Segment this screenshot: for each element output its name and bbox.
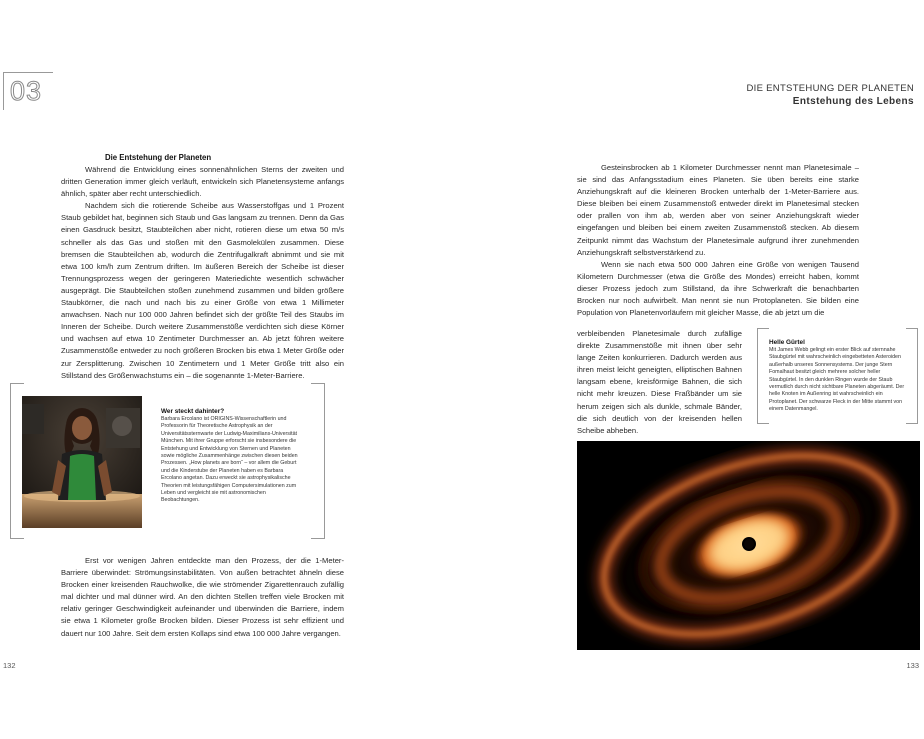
section-heading: Die Entstehung der Planeten [105,153,212,162]
sidebar-who [161,407,303,505]
running-head [746,82,914,108]
caption-body: Mit James Webb gelingt ein erster Blick auf sternnahe Staubgürtel mit wahrscheinlich eingebetteten Asteroiden außerhalb unseres Sonnensystems. Der junge Stern Fomalhaut besitzt gleich mehrere solcher heller Staubgürtel. In den dunklen Ringen wurde der Staub vermutlich durch nicht sichtbare Planeten abgeräumt. Der helle Knoten im Außenring ist wahrscheinlich ein Protoplanet. Der schwarze Fleck in der Mitte stammt von einem Datenmangel. [769,347,905,413]
right-text-column [577,162,859,319]
sidebar-title: Wer steckt dahinter? [161,408,225,415]
intro-paragraph: Während die Entwicklung eines sonnenähnlichen Sterns der zweiten und dritten Generation immer gleich verläuft, entwickeln sich Planetensysteme anfangs ähnlich, später aber recht unterschiedlich. [61,165,344,199]
dust-disk-icon [577,441,920,650]
body-paragraph-3: Erst vor wenigen Jahren entdeckte man den Prozess, der die 1-Meter-Barriere überwindet: Strömungsinstabilitäten. Von außen betrachtet ähneln diese Brocken einer kreisenden Rauchwolke, die wie strömender Zigarettenrauch zufällig mal dichter und mal dünner wird. An den dichten Stellen treffen viele Brocken mit relativ geringer Geschwindigkeit aufeinander und überwinden die Barriere, indem sie etwa 1 Kilometer große Brocken bilden. Dieser Prozess ist sehr effizient und dauert nur 100 Jahre. Seit dem ersten Kollaps sind etwa 100 000 Jahre vergangen. [61,556,344,638]
portrait-photo [22,396,142,528]
left-text-column [61,152,344,382]
dust-disk-image [577,441,920,650]
running-head-section: DIE ENTSTEHUNG DER PLANETEN [746,83,914,94]
caption-bracket-left [757,328,769,424]
scientist-photo-icon [22,396,142,528]
caption-box [769,338,905,414]
sidebar-bracket-right [311,383,325,539]
sidebar-body: Barbara Ercolano ist ORIGINS-Wissenschaftlerin und Professorin für Theoretische Astrophysik an der Universitätssternwarte der Ludwig-Maximilians-Universität München. Mit ihrer Gruppe erforscht sie insbesondere die Entstehung und Entwicklung von Sternen und Planeten sowie mögliche Zusammenhänge zwischen diesen beiden Prozessen. „How planets are born“ – vor allem die Geburt und die Kinderstube der Planeten haben es Barbara Ercolano angetan. Dazu erweckt sie astrophysikalische Theorien mit leistungsfähigen Computersimulationen zum Leben und vergleicht sie mit astronomischen Beobachtungen. [161,416,298,504]
right-paragraph-2-continued: verbleibenden Planetesimale durch zufällige direkte Zusammenstöße mit ihnen über sehr lange Zeiten konkurrieren. Dadurch werden aus ihren meist leicht geneigten, elliptischen Bahnen langsam ebene, kreisförmige Bahnen, die sich nicht mehr kreuzen. Diese Fraßbänder um sie herum zeigen sich als dunkle, schmale Bänder, die sich deutlich von der kreisenden hellen Scheibe abheben. [577,329,742,435]
body-paragraph: Nachdem sich die rotierende Scheibe aus Wasserstoffgas und 1 Prozent Staub gebildet hat, beginnen sich Staub und Gas langsam zu trennen. Denn da Gas einen Gasdruck besitzt, Staubteilchen aber nicht, rotieren diese um etwa 50 m/s schneller als das Gas und stoßen mit den Gasmolekülen zusammen. Diese bremsen die Staubteilchen ab, wodurch die Zentrifugalkraft abnimmt und sie mit etwa 100 km/h zum Zentrum driften. Im äußeren Bereich der Scheibe ist dieser Trennungsprozess wegen der geringeren Materiedichte wesentlich schwächer ausgeprägt. Die Staubteilchen stoßen zunehmend zusammen und bilden größere Staubkörner, die nach und nach bis zu einer Größe von etwa 1 Millimeter anwachsen. Nach nur 100 000 Jahren befindet sich der größte Teil des Staubs im Inneren der Scheibe. Durch weitere Zusammenstöße verdichten sich diese Körner und wachsen auf etwa 10 Zentimeter Durchmesser an. Ab jetzt führen weitere Zusammenstöße entweder zu noch größeren Brocken bis etwa 1 Meter Größe oder zur Zersplitterung. Zwischen 10 Zentimetern und 1 Meter Größe tritt also ein Stillstand des Größenwachstums ein – die sogenannte 1-Meter-Barriere. [61,201,344,380]
page-number-left: 132 [3,661,16,670]
right-text-column-narrow [577,328,742,437]
page-number-right: 133 [906,661,919,670]
right-paragraph-1: Gesteinsbrocken ab 1 Kilometer Durchmesser nennt man Planetesimale – sie sind das Anfangsstadium eines Planeten. Sie üben bereits eine starke Anziehungskraft auf die kleineren Brocken unterhalb der 1-Meter-Barriere aus. Diese bleiben bei einem Zusammenstoß entweder direkt im Planetesimal stecken oder prallen von ihm ab, werden aber von seiner Anziehungskraft wieder eingefangen und bleiben bei einem zweiten Zusammenstoß stecken. Ab diesem Zeitpunkt nimmt das Wachstum der Planetesimale aufgrund ihrer zunehmenden Anziehungskraft selbstverstärkend zu. [577,163,859,257]
running-head-subsection: Entstehung des Lebens [792,96,914,107]
left-text-column-continued [61,555,344,640]
caption-bracket-right [906,328,918,424]
chapter-number: 03 [10,76,43,106]
caption-title: Helle Gürtel [769,339,805,346]
right-paragraph-2: Wenn sie nach etwa 500 000 Jahren eine Größe von wenigen Tausend Kilometern Durchmesser (etwa die Größe des Mondes) erreicht haben, kommt dieser Prozess jedoch zum Stillstand, da ihre Schwerkraft die benachbarten Brocken nur noch aufwirbelt. Man nennt sie nun Protoplaneten. Sie bilden eine Population von Planetenvorläufern mit gleicher Masse, die ab jetzt um die [577,259,859,318]
